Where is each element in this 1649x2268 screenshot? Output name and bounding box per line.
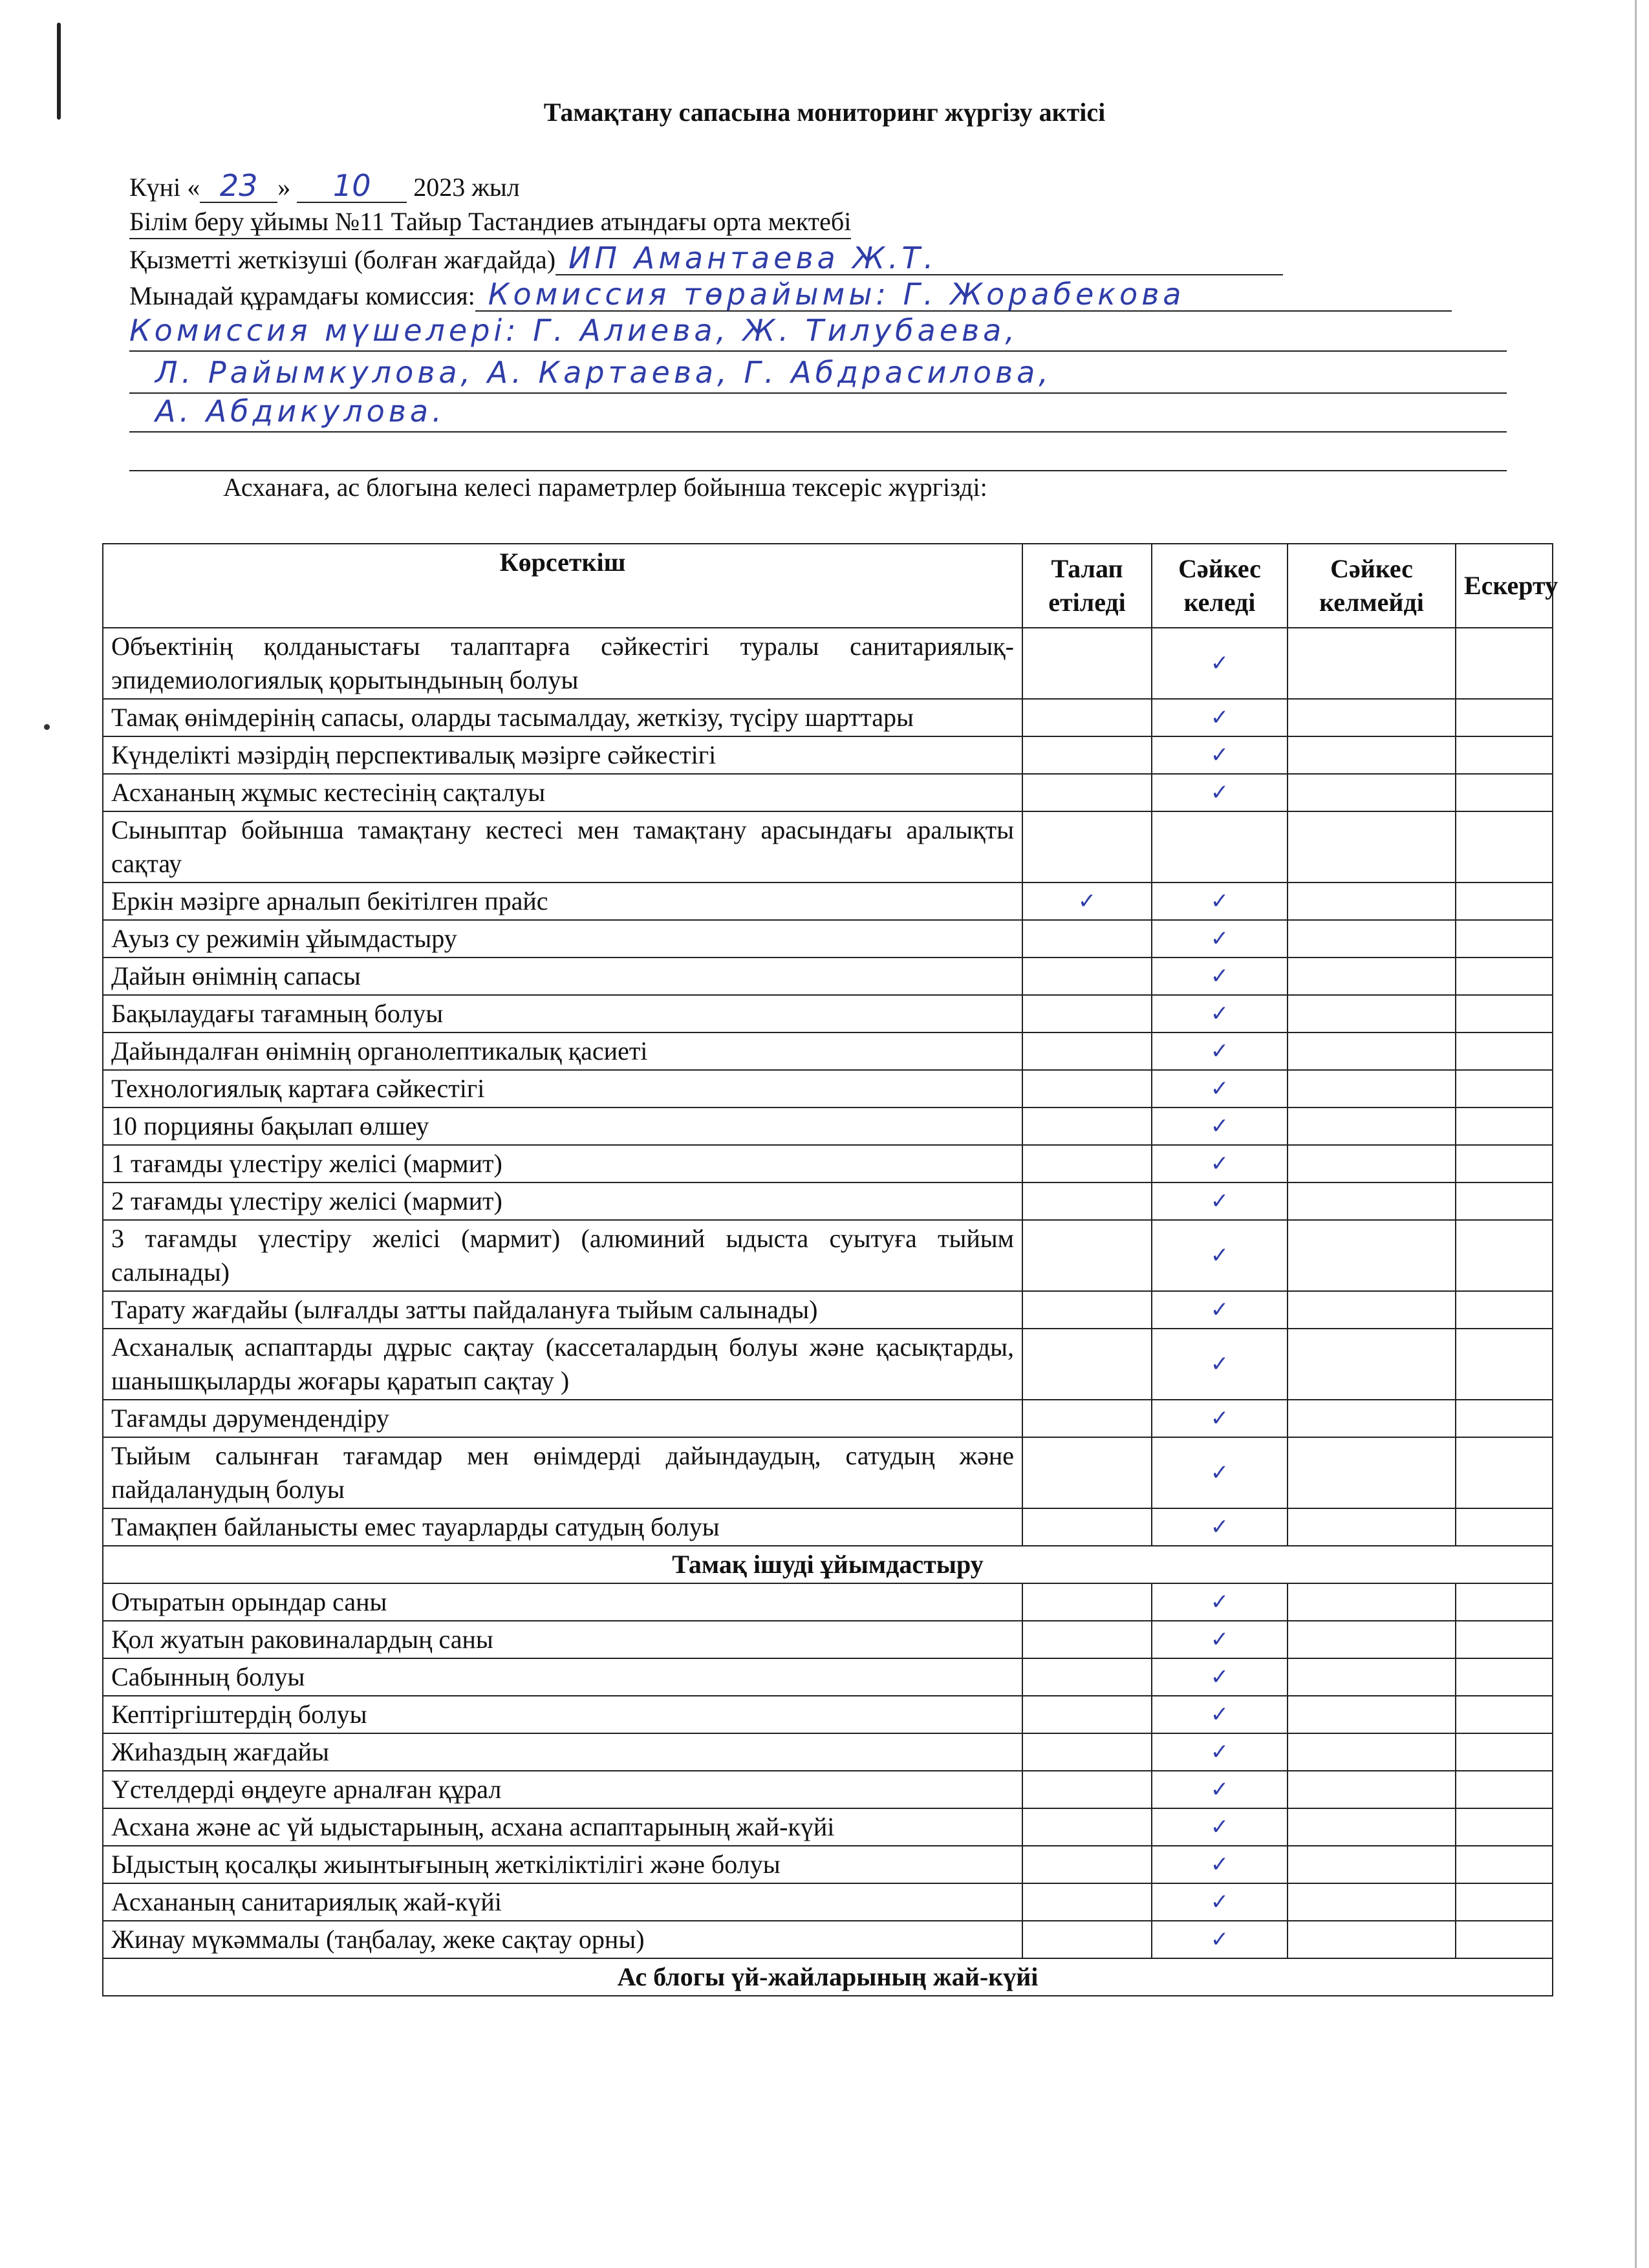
table-row	[103, 1508, 1553, 1546]
row-compliant-mark: ✓	[1152, 1182, 1288, 1220]
row-noncompliant-mark	[1288, 1658, 1456, 1696]
row-note	[1456, 1583, 1553, 1621]
row-compliant-mark: ✓	[1152, 1400, 1288, 1437]
row-required-mark	[1022, 1808, 1152, 1846]
row-compliant-mark: ✓	[1152, 1145, 1288, 1182]
row-indicator: Ауыз су режимін ұйымдастыру	[103, 920, 1022, 957]
row-indicator: Технологиялық картаға сәйкестігі	[103, 1070, 1022, 1107]
commission-line-3: Л. Райымкулова, А. Картаева, Г. Абдрасилова,	[129, 352, 1507, 394]
row-note	[1456, 1808, 1553, 1846]
row-note	[1456, 1658, 1553, 1696]
row-compliant-mark: ✓	[1152, 1921, 1288, 1958]
row-indicator: Тағамды дәрумендендіру	[103, 1400, 1022, 1437]
table-row	[103, 1846, 1553, 1883]
row-noncompliant-mark	[1288, 736, 1456, 774]
row-note	[1456, 883, 1553, 920]
commission-label-line	[129, 278, 1507, 310]
row-indicator: 3 тағамды үлестіру желісі (мармит) (алюминий ыдыста суытуға тыйым салынады)	[103, 1220, 1022, 1291]
row-required-mark	[1022, 1883, 1152, 1921]
row-noncompliant-mark	[1288, 1733, 1456, 1771]
table-row	[103, 1583, 1553, 1621]
row-note	[1456, 995, 1553, 1032]
provider-value: ИП Амантаева Ж.Т.	[555, 242, 1283, 275]
row-indicator: Бақылаудағы тағамның болуы	[103, 995, 1022, 1032]
row-noncompliant-mark	[1288, 1621, 1456, 1658]
inspection-table	[102, 543, 1558, 1996]
table-row	[103, 1658, 1553, 1696]
section-title: Тамақ ішуді ұйымдастыру	[103, 1546, 1553, 1583]
row-compliant-mark: ✓	[1152, 1583, 1288, 1621]
row-required-mark: ✓	[1022, 883, 1152, 920]
row-indicator: 1 тағамды үлестіру желісі (мармит)	[103, 1145, 1022, 1182]
row-indicator: Жинау мүкәммалы (таңбалау, жеке сақтау орны)	[103, 1921, 1022, 1958]
row-required-mark	[1022, 1658, 1152, 1696]
row-required-mark	[1022, 1437, 1152, 1508]
row-note	[1456, 1771, 1553, 1808]
row-required-mark	[1022, 1329, 1152, 1400]
row-note	[1456, 1070, 1553, 1107]
commission-line-4: А. Абдикулова.	[129, 391, 1507, 433]
row-noncompliant-mark	[1288, 1220, 1456, 1291]
table-row	[103, 920, 1553, 957]
table-row	[103, 1032, 1553, 1070]
row-note	[1456, 628, 1553, 699]
row-noncompliant-mark	[1288, 1583, 1456, 1621]
date-separator: »	[277, 173, 291, 202]
row-indicator: Отыратын орындар саны	[103, 1583, 1022, 1621]
row-required-mark	[1022, 957, 1152, 995]
commission-line-1: Комиссия төрайымы: Г. Жорабекова	[475, 278, 1452, 312]
date-day: 23	[200, 169, 277, 203]
row-indicator: Тамақпен байланысты емес тауарларды сатудың болуы	[103, 1508, 1022, 1546]
row-note	[1456, 1846, 1553, 1883]
row-compliant-mark: ✓	[1152, 995, 1288, 1032]
row-noncompliant-mark	[1288, 920, 1456, 957]
table-header-row	[103, 544, 1553, 628]
table-row	[103, 883, 1553, 920]
row-note	[1456, 774, 1553, 811]
row-compliant-mark: ✓	[1152, 1771, 1288, 1808]
table-row	[103, 1771, 1553, 1808]
row-noncompliant-mark	[1288, 1921, 1456, 1958]
table-row	[103, 1182, 1553, 1220]
table-row	[103, 811, 1553, 883]
table-row	[103, 1621, 1553, 1658]
table-row	[103, 628, 1553, 699]
row-required-mark	[1022, 1771, 1152, 1808]
row-noncompliant-mark	[1288, 1291, 1456, 1329]
row-compliant-mark: ✓	[1152, 699, 1288, 736]
table-row	[103, 1808, 1553, 1846]
row-noncompliant-mark	[1288, 774, 1456, 811]
row-note	[1456, 1291, 1553, 1329]
table-row	[103, 699, 1553, 736]
row-compliant-mark: ✓	[1152, 1437, 1288, 1508]
row-noncompliant-mark	[1288, 628, 1456, 699]
row-indicator: Үстелдерді өңдеуге арналған құрал	[103, 1771, 1022, 1808]
table-row	[103, 1107, 1553, 1145]
table-row	[103, 1291, 1553, 1329]
row-compliant-mark: ✓	[1152, 1621, 1288, 1658]
row-compliant-mark: ✓	[1152, 1696, 1288, 1733]
row-required-mark	[1022, 1583, 1152, 1621]
row-indicator: Тыйым салынған тағамдар мен өнімдерді дайындаудың, сатудың және пайдаланудың болуы	[103, 1437, 1022, 1508]
row-required-mark	[1022, 1291, 1152, 1329]
row-compliant-mark: ✓	[1152, 1883, 1288, 1921]
date-line	[129, 169, 1507, 202]
row-note	[1456, 1621, 1553, 1658]
row-note	[1456, 1107, 1553, 1145]
school-name: Білім беру ұйымы №11 Тайыр Тастандиев атындағы орта мектебі	[129, 206, 851, 239]
row-note	[1456, 1182, 1553, 1220]
row-compliant-mark: ✓	[1152, 1107, 1288, 1145]
row-note	[1456, 1883, 1553, 1921]
row-required-mark	[1022, 1220, 1152, 1291]
table-row	[103, 1145, 1553, 1182]
row-indicator: Күнделікті мәзірдің перспективалық мәзірге сәйкестігі	[103, 736, 1022, 774]
row-noncompliant-mark	[1288, 1107, 1456, 1145]
row-indicator: Асхананың жұмыс кестесінің сақталуы	[103, 774, 1022, 811]
row-indicator: Сабынның болуы	[103, 1658, 1022, 1696]
section-title: Ас блогы үй-жайларының жай-күйі	[103, 1958, 1553, 1996]
row-noncompliant-mark	[1288, 1070, 1456, 1107]
date-month: 10	[297, 169, 407, 203]
provider-label: Қызметті жеткізуші (болған жағдайда)	[129, 245, 556, 274]
date-prefix: Күні «	[129, 173, 200, 202]
scan-edge	[1635, 0, 1637, 2268]
row-note	[1456, 811, 1553, 883]
row-note	[1456, 1508, 1553, 1546]
table-row	[103, 1329, 1553, 1400]
row-note	[1456, 920, 1553, 957]
scan-dot	[44, 724, 50, 730]
intro-text: Асханаға, ас блогына келесі параметрлер бойынша тексеріс жүргізді:	[223, 473, 987, 502]
table-row	[103, 1921, 1553, 1958]
row-required-mark	[1022, 995, 1152, 1032]
row-note	[1456, 1400, 1553, 1437]
row-compliant-mark: ✓	[1152, 774, 1288, 811]
row-required-mark	[1022, 1508, 1152, 1546]
row-compliant-mark: ✓	[1152, 1032, 1288, 1070]
row-noncompliant-mark	[1288, 1846, 1456, 1883]
row-compliant-mark: ✓	[1152, 920, 1288, 957]
row-indicator: Қол жуатын раковиналардың саны	[103, 1621, 1022, 1658]
row-noncompliant-mark	[1288, 1883, 1456, 1921]
row-noncompliant-mark	[1288, 1696, 1456, 1733]
row-noncompliant-mark	[1288, 1808, 1456, 1846]
row-noncompliant-mark	[1288, 1329, 1456, 1400]
table-row	[103, 1733, 1553, 1771]
row-compliant-mark: ✓	[1152, 1733, 1288, 1771]
table-row	[103, 1696, 1553, 1733]
row-noncompliant-mark	[1288, 1508, 1456, 1546]
row-compliant-mark: ✓	[1152, 1291, 1288, 1329]
row-indicator: Тарату жағдайы (ылғалды затты пайдалануға тыйым салынады)	[103, 1291, 1022, 1329]
row-required-mark	[1022, 1070, 1152, 1107]
table-row	[103, 1883, 1553, 1921]
row-noncompliant-mark	[1288, 699, 1456, 736]
row-indicator: Жиһаздың жағдайы	[103, 1733, 1022, 1771]
row-required-mark	[1022, 774, 1152, 811]
row-indicator: Асхананың санитариялық жай-күйі	[103, 1883, 1022, 1921]
row-required-mark	[1022, 628, 1152, 699]
row-compliant-mark: ✓	[1152, 883, 1288, 920]
row-noncompliant-mark	[1288, 1437, 1456, 1508]
row-compliant-mark: ✓	[1152, 1808, 1288, 1846]
row-compliant-mark: ✓	[1152, 1329, 1288, 1400]
commission-line-5	[129, 430, 1507, 471]
row-indicator: 2 тағамды үлестіру желісі (мармит)	[103, 1182, 1022, 1220]
row-compliant-mark: ✓	[1152, 1846, 1288, 1883]
row-noncompliant-mark	[1288, 883, 1456, 920]
row-indicator: Ыдыстың қосалқы жиынтығының жеткіліктілігі және болуы	[103, 1846, 1022, 1883]
row-indicator: 10 порцияны бақылап өлшеу	[103, 1107, 1022, 1145]
row-indicator: Тамақ өнімдерінің сапасы, оларды тасымалдау, жеткізу, түсіру шарттары	[103, 699, 1022, 736]
table-row	[103, 1220, 1553, 1291]
section-row	[103, 1958, 1553, 1996]
provider-line	[129, 242, 1507, 274]
row-required-mark	[1022, 1182, 1152, 1220]
row-indicator: Асхана және ас үй ыдыстарының, асхана аспаптарының жай-күйі	[103, 1808, 1022, 1846]
document-title: Тамақтану сапасына мониторинг жүргізу актісі	[543, 98, 1106, 127]
table-row	[103, 995, 1553, 1032]
row-required-mark	[1022, 920, 1152, 957]
row-required-mark	[1022, 1696, 1152, 1733]
row-noncompliant-mark	[1288, 1400, 1456, 1437]
header-required: Талап етіледі	[1022, 544, 1152, 628]
row-required-mark	[1022, 1621, 1152, 1658]
row-required-mark	[1022, 1846, 1152, 1883]
row-indicator: Дайындалған өнімнің органолептикалық қасиеті	[103, 1032, 1022, 1070]
row-indicator: Дайын өнімнің сапасы	[103, 957, 1022, 995]
row-note	[1456, 736, 1553, 774]
row-compliant-mark	[1152, 811, 1288, 883]
row-required-mark	[1022, 1145, 1152, 1182]
table-row	[103, 774, 1553, 811]
row-indicator: Асханалық аспаптарды дұрыс сақтау (кассеталардың болуы және қасықтарды, шанышқыларды жоғары қаратып сақтау )	[103, 1329, 1022, 1400]
header-compliant: Сәйкес келеді	[1152, 544, 1288, 628]
row-noncompliant-mark	[1288, 1145, 1456, 1182]
row-required-mark	[1022, 699, 1152, 736]
row-indicator: Еркін мәзірге арналып бекітілген прайс	[103, 883, 1022, 920]
commission-line-2: Комиссия мүшелері: Г. Алиева, Ж. Тилубаева,	[129, 310, 1507, 352]
row-required-mark	[1022, 1400, 1152, 1437]
row-indicator: Сыныптар бойынша тамақтану кестесі мен тамақтану арасындағы аралықты сақтау	[103, 811, 1022, 883]
section-row	[103, 1546, 1553, 1583]
row-compliant-mark: ✓	[1152, 736, 1288, 774]
row-noncompliant-mark	[1288, 1182, 1456, 1220]
date-year: 2023 жыл	[413, 173, 520, 202]
row-required-mark	[1022, 1107, 1152, 1145]
row-note	[1456, 1921, 1553, 1958]
row-noncompliant-mark	[1288, 995, 1456, 1032]
row-compliant-mark: ✓	[1152, 1070, 1288, 1107]
row-required-mark	[1022, 736, 1152, 774]
row-compliant-mark: ✓	[1152, 1658, 1288, 1696]
row-required-mark	[1022, 1733, 1152, 1771]
row-note	[1456, 1329, 1553, 1400]
row-note	[1456, 1733, 1553, 1771]
table-row	[103, 1400, 1553, 1437]
row-compliant-mark: ✓	[1152, 1220, 1288, 1291]
row-noncompliant-mark	[1288, 811, 1456, 883]
table-row	[103, 957, 1553, 995]
row-compliant-mark: ✓	[1152, 957, 1288, 995]
row-noncompliant-mark	[1288, 957, 1456, 995]
table-row	[103, 1437, 1553, 1508]
row-note	[1456, 1145, 1553, 1182]
row-note	[1456, 1032, 1553, 1070]
row-required-mark	[1022, 1921, 1152, 1958]
row-note	[1456, 1437, 1553, 1508]
school-line	[129, 206, 1507, 238]
table-row	[103, 1070, 1553, 1107]
table-row	[103, 736, 1553, 774]
row-note	[1456, 1696, 1553, 1733]
row-compliant-mark: ✓	[1152, 1508, 1288, 1546]
row-noncompliant-mark	[1288, 1032, 1456, 1070]
header-note: Ескерту	[1456, 544, 1553, 628]
commission-label: Мынадай құрамдағы комиссия:	[129, 281, 475, 310]
row-indicator: Объектінің қолданыстағы талаптарға сәйкестігі туралы санитариялық-эпидемиологиялық қорытындының болуы	[103, 628, 1022, 699]
row-required-mark	[1022, 1032, 1152, 1070]
header-indicator: Көрсеткіш	[103, 544, 1022, 628]
row-noncompliant-mark	[1288, 1771, 1456, 1808]
row-note	[1456, 1220, 1553, 1291]
row-indicator: Кептіргіштердің болуы	[103, 1696, 1022, 1733]
row-compliant-mark: ✓	[1152, 628, 1288, 699]
row-note	[1456, 699, 1553, 736]
row-required-mark	[1022, 811, 1152, 883]
row-note	[1456, 957, 1553, 995]
header-noncompliant: Сәйкес келмейді	[1288, 544, 1456, 628]
